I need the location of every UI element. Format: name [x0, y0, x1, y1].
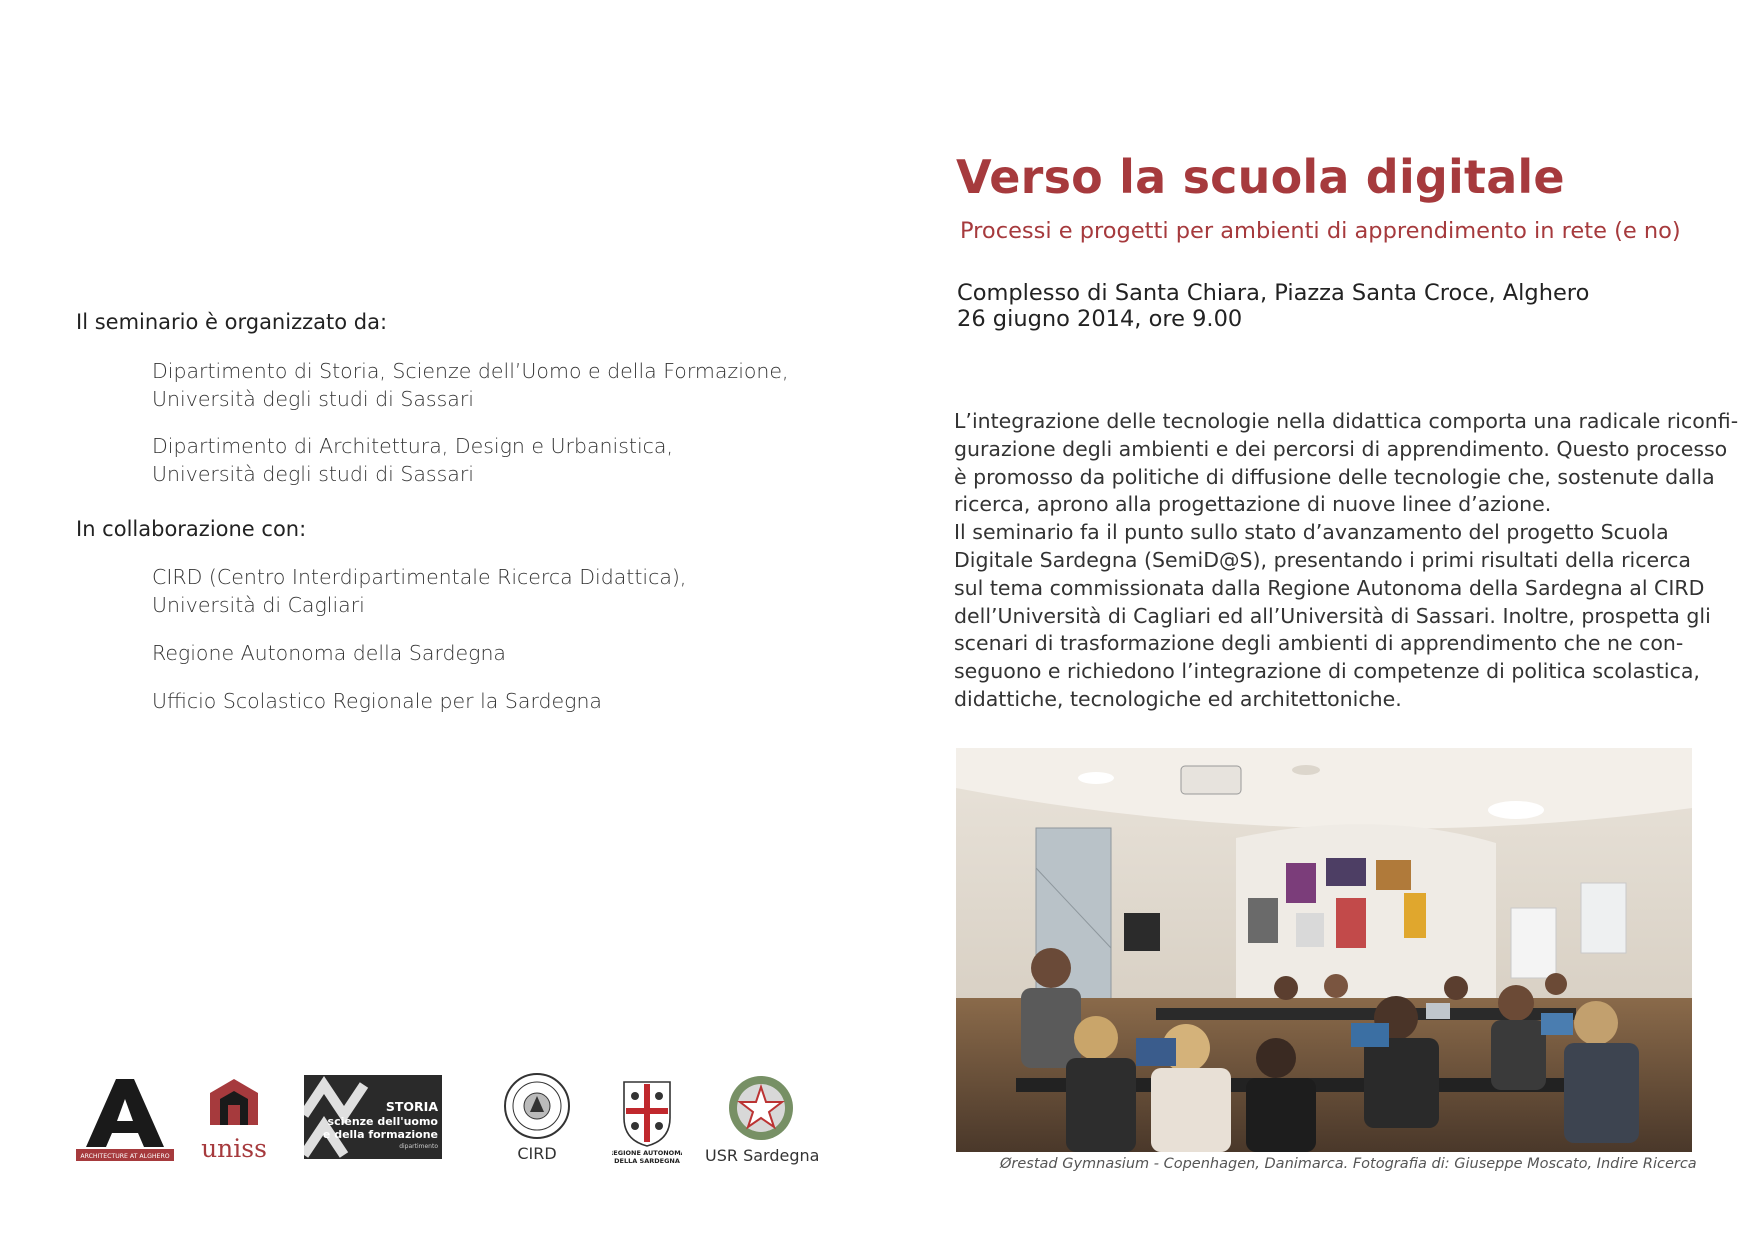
uniss-logo — [198, 1075, 270, 1161]
cird-label: CIRD — [517, 1144, 557, 1163]
svg-text:scienze dell'uomo: scienze dell'uomo — [327, 1115, 438, 1128]
storia-logo — [304, 1075, 442, 1159]
collaborator-item: Regione Autonoma della Sardegna — [152, 641, 506, 665]
event-venue: Complesso di Santa Chiara, Piazza Santa Croce, Alghero — [957, 280, 1590, 306]
svg-text:ARCHITECTURE AT ALGHERO: ARCHITECTURE AT ALGHERO — [80, 1153, 170, 1160]
svg-text:e della formazione: e della formazione — [322, 1128, 438, 1141]
organized-heading: Il seminario è organizzato da: — [76, 310, 388, 334]
collaborator-item: Ufficio Scolastico Regionale per la Sardegna — [152, 689, 602, 713]
description-text: L’integrazione delle tecnologie nella didattica comporta una radicale riconfi- gurazione degli ambienti e dei percorsi di apprendimento. Questo processo è promosso da politiche di diffusione delle tecnologie che, sostenute dalla ricerca, aprono alla progettazione di nuove linee d’azione. Il seminario fa il punto sullo stato d’avanzamento del progetto Scuola Digitale Sardegna (SemiD@S), presentando i primi risultati della ricerca sul tema commissionata dalla Regione Autonoma della Sardegna al CIRD dell’Università di Cagliari ed all’Università di Sassari. Inoltre, prospetta gli scenari di trasformazione degli ambienti di apprendimento che ne con- seguono e richiedono l’integrazione di competenze di politica scolastica, didattiche, tecnologiche ed architettoniche. — [954, 409, 1739, 711]
svg-text:DELLA SARDEGNA: DELLA SARDEGNA — [614, 1157, 680, 1164]
photo-caption: Ørestad Gymnasium - Copenhagen, Danimarca. Fotografia di: Giuseppe Moscato, Indire Ricerca — [1000, 1156, 1697, 1172]
classroom-photo — [956, 748, 1692, 1152]
event-date: 26 giugno 2014, ore 9.00 — [957, 306, 1243, 332]
regione-sardegna-emblem — [612, 1074, 682, 1164]
italian-republic-emblem — [705, 1074, 820, 1166]
cird-seal — [500, 1072, 574, 1162]
page-subtitle: Processi e progetti per ambienti di apprendimento in rete (e no) — [960, 218, 1681, 244]
architecture-logo — [76, 1075, 174, 1161]
organizer-item: Dipartimento di Architettura, Design e Urbanistica, Università degli studi di Sassari — [152, 434, 673, 486]
collaborator-item: CIRD (Centro Interdipartimentale Ricerca Didattica), Università di Cagliari — [152, 565, 687, 617]
svg-text:dipartimento: dipartimento — [399, 1143, 438, 1150]
svg-text:REGIONE AUTONOMA: REGIONE AUTONOMA — [612, 1149, 682, 1157]
usr-label: USR Sardegna — [705, 1146, 820, 1165]
svg-text:uniss: uniss — [201, 1134, 267, 1161]
collaboration-heading: In collaborazione con: — [76, 517, 307, 541]
organizer-item: Dipartimento di Storia, Scienze dell’Uomo e della Formazione, Università degli studi di Sassari — [152, 359, 789, 411]
svg-text:STORIA: STORIA — [385, 1099, 438, 1114]
page-title: Verso la scuola digitale — [956, 150, 1565, 204]
event-venue-date — [957, 280, 1589, 332]
